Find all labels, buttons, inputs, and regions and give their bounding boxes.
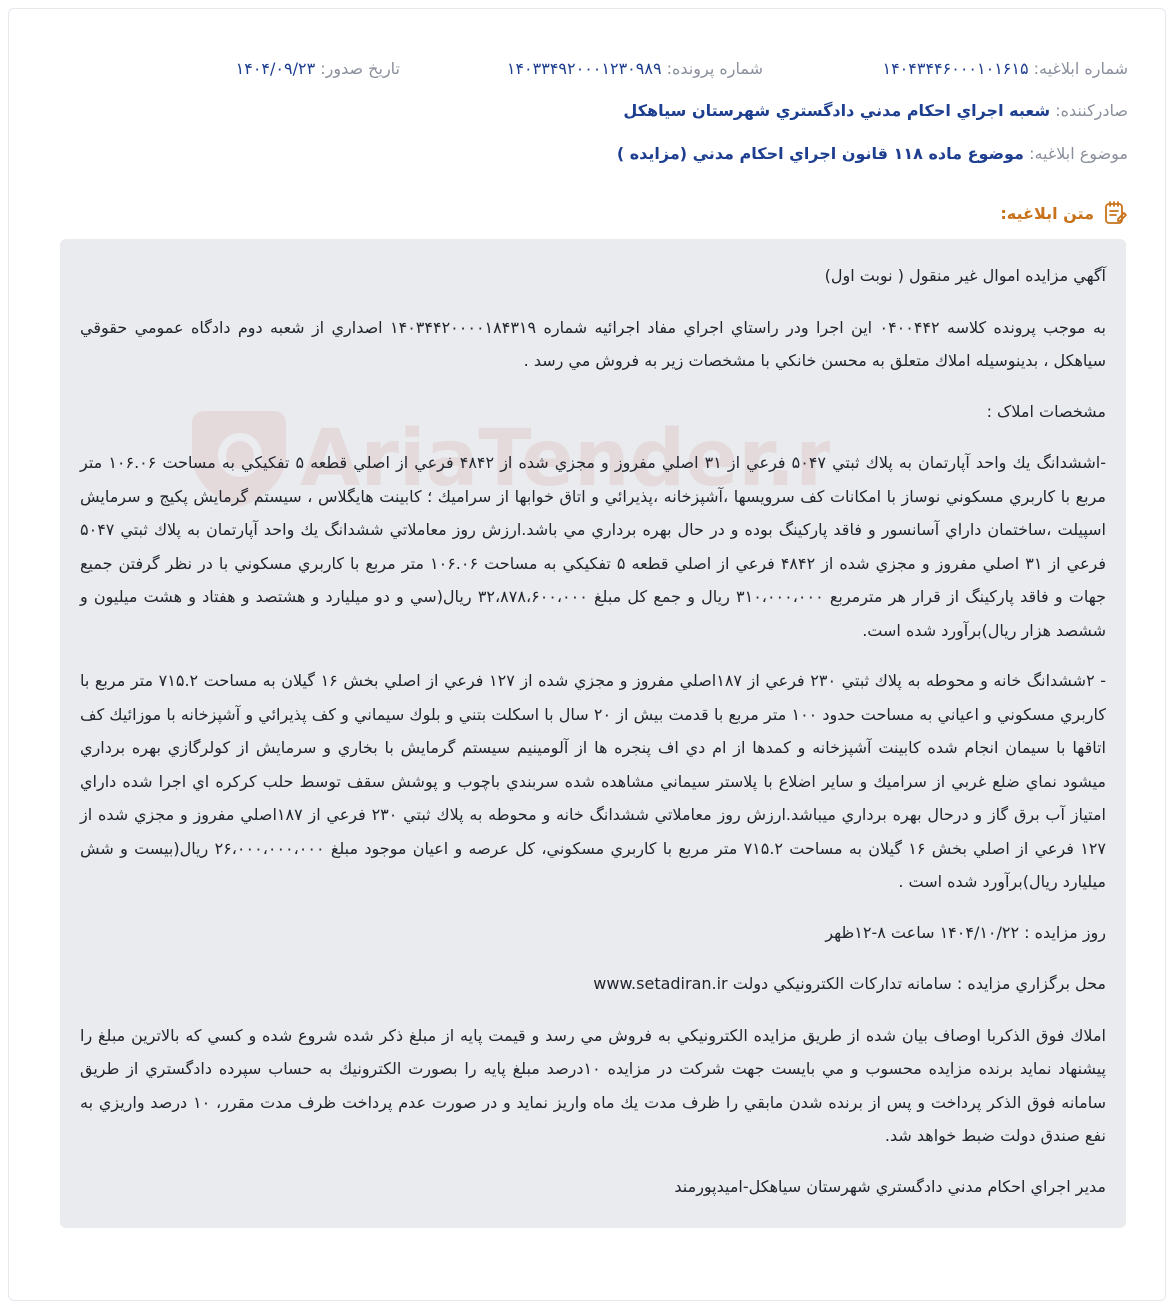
property-specs-heading: مشخصات املاک : (986, 401, 1106, 421)
case-number-value: ۱۴۰۳۳۴۹۲۰۰۰۱۲۳۰۹۸۹ (506, 59, 662, 78)
notice-number-label: شماره ابلاغيه: (1033, 59, 1128, 78)
issue-date-value: ۱۴۰۴/۰۹/۲۳ (235, 59, 316, 78)
notice-heading: آگهي مزايده اموال غير منقول ( نوبت اول) (824, 266, 1106, 285)
issue-date-label: تاريخ صدور: (320, 59, 400, 78)
notice-number (882, 56, 1128, 82)
notice-number-value: ۱۴۰۴۳۴۴۶۰۰۰۱۰۱۶۱۵ (882, 59, 1029, 78)
issue-date (236, 56, 400, 82)
notice-body (60, 239, 1126, 1228)
notice-text-title: متن ابلاغيه: (1000, 203, 1094, 223)
property-2-description: - ۲ششدانگ خانه و محوطه به پلاك ثبتي ۲۳۰ فرعي از ۱۸۷اصلي مفروز و مجزي شده از ۱۲۷ فرعي از اصلي بخش ۱۶ گيلان به مساحت ۷۱۵.۲ متر مربع با كاربري مسكوني و اعياني به مساحت حدود ۱۰۰ متر مربع با قدمت بيش از ۲۰ سال با اسكلت بتني و بلوك سيماني و كف پذيرائي و آشپزخانه با موزائيك كف اتاقها با سيمان انجام شده كابينت آشپزخانه و كمدها از ام دي اف پنجره ها از آلومينيم سيستم گرمايش با بخاري و سرمايش از كولرگازي بهره برداري ميشود نماي ضلع غربي از سراميك و ساير اضلاع با پلاستر سيماني مشاهده شده سربندي باچوب و پوشش سقف توسط حلب كركره اي اجرا شده داراي امتياز آب برق گاز و درحال بهره برداري ميباشد.ارزش روز معاملاتي ششدانگ خانه و محوطه به پلاك ثبتي ۲۳۰ فرعي از ۱۸۷اصلي مفروز و مجزي شده از ۱۲۷ فرعي از اصلي بخش ۱۶ گيلان به مساحت ۷۱۵.۲ متر مربع با كاربري مسكوني، كل عرصه و اعيان موجود مبلغ ۲۶،۰۰۰،۰۰۰،۰۰۰ ريال(بيست و شش ميليارد ريال)برآورد شده است . (80, 671, 1107, 891)
signature-line: مدير اجراي احكام مدني دادگستري شهرستان سياهكل-اميدپورمند (674, 1176, 1106, 1196)
notice-intro: به موجب پرونده كلاسه ۰۴۰۰۴۴۲ اين اجرا ودر راستاي اجراي مفاد اجرائيه شماره ۱۴۰۳۴۴۲۰۰۰۰۱۸۴۳۱۹ اصداري از شعبه دوم دادگاه عمومي حقوقي سياهكل ، بدينوسيله املاك متعلق به محسن خانكي با مشخصات زير به فروش مي رسد . (80, 317, 1107, 370)
notice-text-header (1000, 200, 1128, 226)
issuer-row (46, 98, 1128, 124)
issuer-value: شعبه اجراي احكام مدني دادگستري شهرستان سياهكل (623, 101, 1051, 120)
case-number (507, 56, 763, 82)
subject-label: موضوع ابلاغيه: (1029, 144, 1128, 163)
auction-terms: املاك فوق الذكربا اوصاف بيان شده از طريق مزايده الكترونيكي به فروش مي رسد و قيمت پايه از مبلغ ذكر شده شروع شده و كسي كه بالاترين مبلغ را پيشنهاد نمايد برنده مزايده محسوب و مي بايست جهت شركت در مزايده ۱۰درصد مبلغ پايه را بصورت الكترونيك به حساب سپرده دادگستري از طريق سامانه فوق الذكر پرداخت و پس از برنده شدن مابقي را ظرف مدت يك ماه واريز نمايد و در صورت عدم پرداخت ظرف مدت مقرر، ۱۰ درصد واريزي به نفع صندق دولت ضبط خواهد شد. (80, 1025, 1107, 1145)
watermark-text: AriaTender.n (300, 414, 830, 504)
subject-value: موضوع ماده ۱۱۸ قانون اجراي احكام مدني (مزايده ) (616, 144, 1024, 163)
case-number-label: شماره پرونده: (666, 59, 763, 78)
document-text-icon (1102, 200, 1128, 226)
auction-date: روز مزايده : ۱۴۰۴/۱۰/۲۲ ساعت ۸-۱۲ظهر (825, 922, 1106, 942)
subject-row (46, 141, 1128, 167)
issuer-label: صادرکننده: (1055, 101, 1128, 120)
property-1-description: -اششدانگ يك واحد آپارتمان به پلاك ثبتي ۵۰۴۷ فرعي از ۳۱ اصلي مفروز و مجزي شده از ۴۸۴۲ فرعي از اصلي قطعه ۵ تفكيكي به مساحت ۱۰۶.۰۶ متر مربع با كاربري مسكوني نوساز با امكانات كف سرويسها ،آشپزخانه ،پذيرائي و اتاق خوابها از سراميك ؛ كابينت هايگلاس ، سيستم گرمايش پكيج و سرمايش اسپيلت ،ساختمان داراي آسانسور و فاقد پاركينگ بوده و در حال بهره برداري مي باشد.ارزش روز معاملاتي ششدانگ يك واحد آپارتمان به پلاك ثبتي ۵۰۴۷ فرعي از ۳۱ اصلي مفروز و مجزي شده از ۴۸۴۲ فرعي از اصلي قطعه ۵ تفكيكي به مساحت ۱۰۶.۰۶ متر مربع با كاربري مسكوني با در نظر گرفتن جميع جهات و فاقد پاركينگ از قرار هر مترمربع ۳۱۰،۰۰۰،۰۰۰ ريال و جمع كل مبلغ ۳۲،۸۷۸،۶۰۰،۰۰۰ ريال(سي و دو ميليارد و هشتصد و هفتاد و هشت ميليون و ششصد هزار ريال)برآورد شده است. (80, 453, 1107, 640)
auction-location: محل برگزاري مزايده : سامانه تداركات الكترونيكي دولت www.setadiran.ir (593, 974, 1106, 993)
